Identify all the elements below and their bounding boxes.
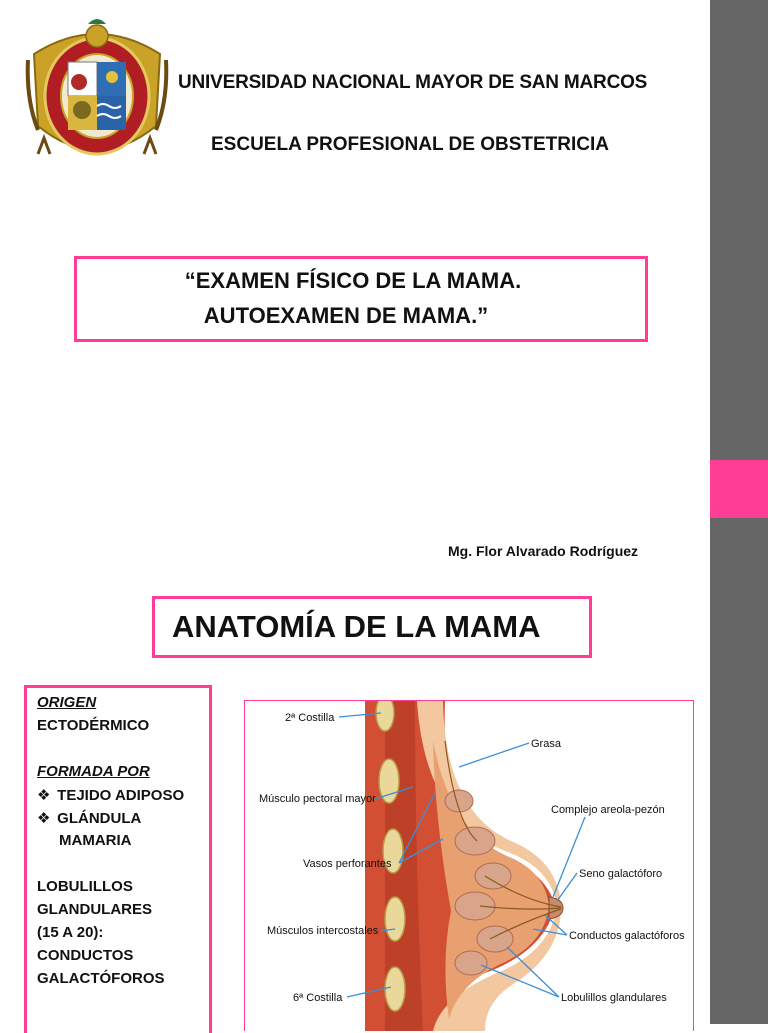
school-name: ESCUELA PROFESIONAL DE OBSTETRICIA [211,134,609,155]
label-lactiferous-sinus: Seno galactóforo [579,868,663,880]
list-item-continuation: MAMARIA [59,832,132,849]
label-perforating-vessels: Vasos perforantes [303,858,392,870]
label-glandular-lobules: Lobulillos glandulares [561,992,667,1004]
list-item: ❖ GLÁNDULA [37,810,142,827]
label-lactiferous-ducts: Conductos galactóforos [569,930,685,942]
label-2nd-rib: 2ª Costilla [285,712,335,724]
sidebar-accent [710,460,768,518]
text-line: LOBULILLOS [37,878,133,895]
text-line: GALACTÓFOROS [37,970,165,987]
section-title-box [152,596,592,658]
title-line-2: AUTOEXAMEN DE MAMA.” [203,303,489,328]
origin-info-box [24,685,212,1033]
label-intercostal-muscles: Músculos intercostales [267,925,379,937]
label-fat: Grasa [531,738,561,750]
diamond-bullet-icon: ❖ [37,810,51,827]
origin-heading: ORIGEN [37,694,97,711]
origin-value: ECTODÉRMICO [37,717,150,734]
text-line: GLANDULARES [37,901,152,918]
text-line: (15 A 20): [37,924,104,941]
university-name: UNIVERSIDAD NACIONAL MAYOR DE SAN MARCOS [178,72,648,93]
label-areola-complex: Complejo areola-pezón [551,804,665,816]
formed-by-heading: FORMADA POR [37,763,150,780]
author-name: Mg. Flor Alvarado Rodríguez [448,543,639,559]
list-item: ❖ TEJIDO ADIPOSO [37,787,185,804]
label-6th-rib: 6ª Costilla [293,992,343,1004]
label-pectoral-muscle: Músculo pectoral mayor [259,793,376,805]
breast-anatomy-illustration [245,701,693,1031]
university-seal-logo [24,14,170,172]
section-title: ANATOMÍA DE LA MAMA [172,609,541,644]
breast-anatomy-figure [244,700,694,1031]
text-line: CONDUCTOS [37,947,134,964]
presentation-title-box [74,256,648,342]
diamond-bullet-icon: ❖ [37,787,51,804]
title-line-1: “EXAMEN FÍSICO DE LA MAMA. [184,268,522,293]
